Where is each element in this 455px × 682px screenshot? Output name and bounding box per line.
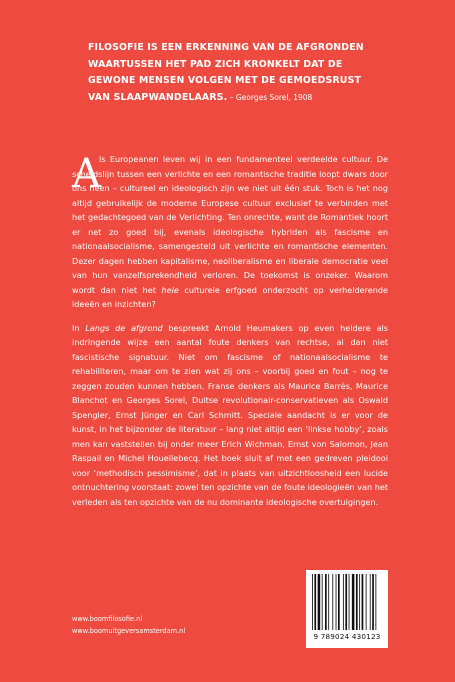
- paragraph-1-text: ls Europeanen leven wij in een fundamenteel verdeelde cultuur. De scheidslijn tussen een verlichte en een romantische traditie loopt dwars door ons heen – cultureel en ideologisch zijn we niet uit één stuk. Toch is het nog altijd gebruikelijk de moderne Europese cultuur exclusief te verbinden met het gedachtegoed van de Verlichting. Ten onrechte, want de Romantiek hoort er net zo goed bij, evenals ideologische hybriden als fascisme en nationaalsocialisme, samengesteld uit verlichte en romantische elementen. Dezer dagen hebben kapitalisme, neoliberalisme en liberale democratie veel van hun vanzelfsprekendheid verloren. De toekomst is onzeker. Waarom wordt dan niet het: [72, 154, 388, 295]
- epigraph-quote: [88, 40, 378, 106]
- barcode-bar: [372, 574, 374, 630]
- quote-line-text: VAN SLAAPWANDELAARS.: [88, 91, 228, 103]
- book-title-italic: Langs de afgrond: [85, 322, 163, 333]
- barcode-bar: [332, 574, 333, 630]
- barcode-bar: [359, 574, 360, 630]
- barcode-bar: [343, 574, 344, 630]
- barcode-bar: [312, 574, 313, 630]
- barcode-bar: [349, 574, 350, 630]
- barcode-bar: [338, 574, 340, 630]
- barcode-bar: [375, 574, 376, 630]
- isbn-number: 9 789024 430123: [313, 632, 381, 641]
- barcode-bar: [318, 574, 321, 630]
- isbn-barcode: [306, 570, 388, 648]
- paragraph-1-emphasis: hele: [161, 284, 179, 295]
- barcode-bar: [362, 574, 364, 630]
- paragraph-1: [72, 152, 388, 312]
- paragraph-2-text: bespreekt Arnold Heumakers op even heldere als indringende wijze een aantal foute denkers van rechtse, al dan niet fascistische signatuur. Niet om fascisme of nationaalsocialisme te rehabiliteren, maar om te zien wat zij ons – voorbij goed en fout – nog te zeggen zouden kunnen hebben. Franse denkers als Maurice Barrès, Maurice Blanchot en Georges Sorel, Duitse revolutionair-conservatieven als Oswald Spengler, Ernst Jünger en Carl Schmitt. Speciale aandacht is er voor de kunst, in het bijzonder de literatuur – lang niet altijd een ‘linkse hobby’, zoals men kan vaststellen bij onder meer Erich Wichman, Ernst von Salomon, Jean Raspail en Michel Houellebecq. Het boek sluit af met een gedreven pleidooi voor ‘methodisch pessimisme’, dat in plaats van uitzichtloosheid een lucide ontnuchtering voorstaat: zowel ten opzichte van de foute ideologieën van het verleden als ten opzichte van de nu dominante ideologische overtuigingen.: [72, 322, 388, 507]
- barcode-bar: [370, 574, 371, 630]
- url-boomfilosofie[interactable]: www.boomfilosofie.nl: [72, 615, 143, 623]
- barcode-bar: [345, 574, 347, 630]
- barcode-bar: [328, 574, 329, 630]
- paragraph-1-end: culturele erfgoed onderzocht op verhelderende ideeën en inzichten?: [72, 284, 389, 309]
- barcode-bars: [310, 574, 384, 632]
- quote-line: FILOSOFIE IS EEN ERKENNING VAN DE AFGRONDEN: [88, 42, 364, 53]
- blurb-text: [72, 152, 388, 509]
- barcode-bar: [352, 574, 355, 630]
- quote-attribution: – Georges Sorel, 1908: [227, 92, 313, 102]
- url-boomuitgevers[interactable]: www.boomuitgeversamsterdam.nl: [72, 626, 186, 635]
- publisher-urls: [72, 614, 185, 637]
- paragraph-2-start: In: [72, 322, 86, 333]
- quote-line: GEWONE MENSEN VOLGEN MET DE GEMOEDSRUST: [88, 75, 362, 86]
- barcode-bar: [322, 574, 323, 630]
- paragraph-2: [72, 321, 388, 510]
- barcode-bar: [366, 574, 367, 630]
- barcode-bar: [314, 574, 316, 630]
- quote-line: WAARTUSSEN HET PAD ZICH KRONKELT DAT DE: [88, 58, 343, 70]
- barcode-bar: [336, 574, 337, 630]
- quote-line: [88, 90, 378, 107]
- drop-cap: A: [72, 151, 101, 197]
- barcode-bar: [356, 574, 358, 630]
- barcode-bar: [325, 574, 327, 630]
